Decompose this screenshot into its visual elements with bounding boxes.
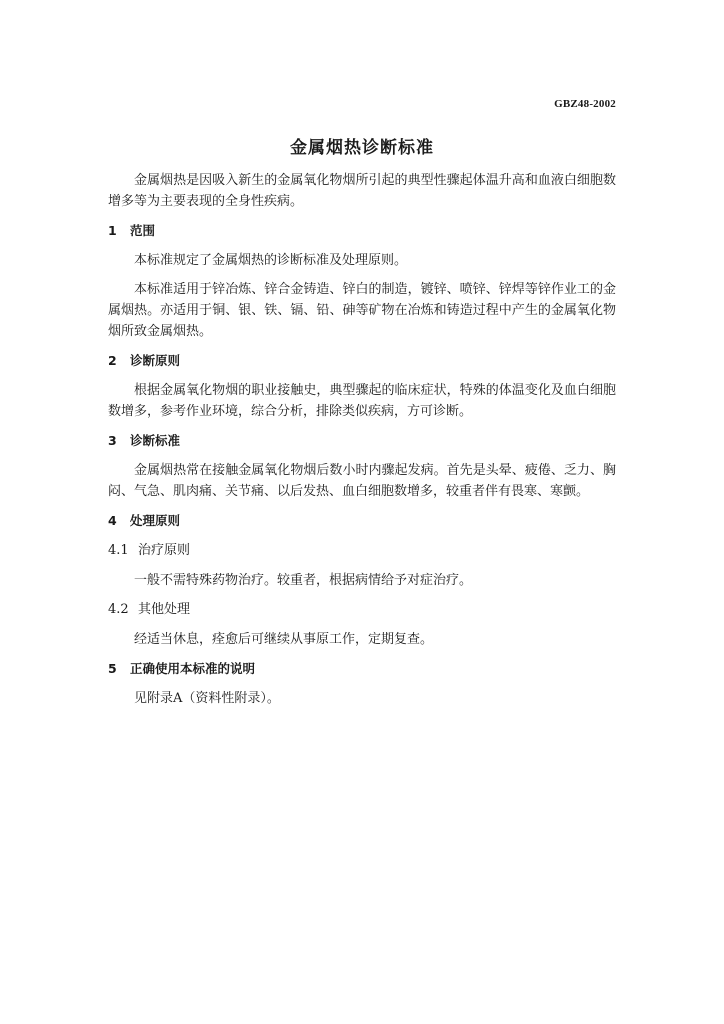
section-heading-diagnostic-criteria xyxy=(108,430,616,451)
diagnostic-principles-paragraph: 根据金属氧化物烟的职业接触史，典型骤起的临床症状，特殊的体温变化及血白细胞数增多，参考作业环境，综合分析，排除类似疾病，方可诊断。 xyxy=(108,383,616,419)
section-heading-scope xyxy=(108,220,616,241)
scope-paragraph-2: 本标准适用于锌冶炼、锌合金铸造、锌白的制造，镀锌、喷锌、锌焊等锌作业工的金属烟热。亦适用于铜、银、铁、镉、铅、砷等矿物在冶炼和铸造过程中产生的金属氧化物烟所致金属烟热。 xyxy=(108,282,616,339)
subsection-heading-treatment xyxy=(108,540,616,561)
subsection-title: 治疗原则 xyxy=(138,543,191,558)
section-title: 诊断原则 xyxy=(130,353,181,368)
subsection-title: 其他处理 xyxy=(138,602,191,617)
subsection-number: 4.2 xyxy=(108,602,129,617)
diagnostic-criteria-paragraph: 金属烟热常在接触金属氧化物烟后数小时内骤起发病。首先是头晕、疲倦、乏力、胸闷、气急、肌肉痛、关节痛、以后发热、血白细胞数增多，较重者伴有畏寒、寒颤。 xyxy=(108,463,616,499)
section-number: 4 xyxy=(108,513,117,528)
section-title: 诊断标准 xyxy=(130,433,181,448)
standard-code: GBZ48-2002 xyxy=(554,98,616,110)
other-handling-paragraph: 经适当休息，痊愈后可继续从事原工作，定期复查。 xyxy=(134,632,434,647)
subsection-number: 4.1 xyxy=(108,543,129,558)
section-number: 2 xyxy=(108,353,117,368)
subsection-heading-other-handling xyxy=(108,599,616,620)
document-title: 金属烟热诊断标准 xyxy=(290,138,434,158)
section-heading-diagnostic-principles xyxy=(108,350,616,371)
section-number: 1 xyxy=(108,223,117,238)
intro-paragraph: 金属烟热是因吸入新生的金属氧化物烟所引起的典型性骤起体温升高和血液白细胞数增多等为主要表现的全身性疾病。 xyxy=(108,173,616,209)
section-number: 3 xyxy=(108,433,117,448)
section-title: 范围 xyxy=(130,223,156,238)
section-heading-usage-notes xyxy=(108,658,616,679)
usage-notes-paragraph: 见附录A（资料性附录）。 xyxy=(134,691,280,706)
scope-paragraph-1: 本标准规定了金属烟热的诊断标准及处理原则。 xyxy=(134,253,408,268)
section-title: 正确使用本标准的说明 xyxy=(130,661,256,676)
section-title: 处理原则 xyxy=(130,513,181,528)
section-heading-treatment-principles xyxy=(108,510,616,531)
section-number: 5 xyxy=(108,661,117,676)
treatment-paragraph: 一般不需特殊药物治疗。较重者，根据病情给予对症治疗。 xyxy=(134,573,473,588)
document-body xyxy=(108,170,616,717)
